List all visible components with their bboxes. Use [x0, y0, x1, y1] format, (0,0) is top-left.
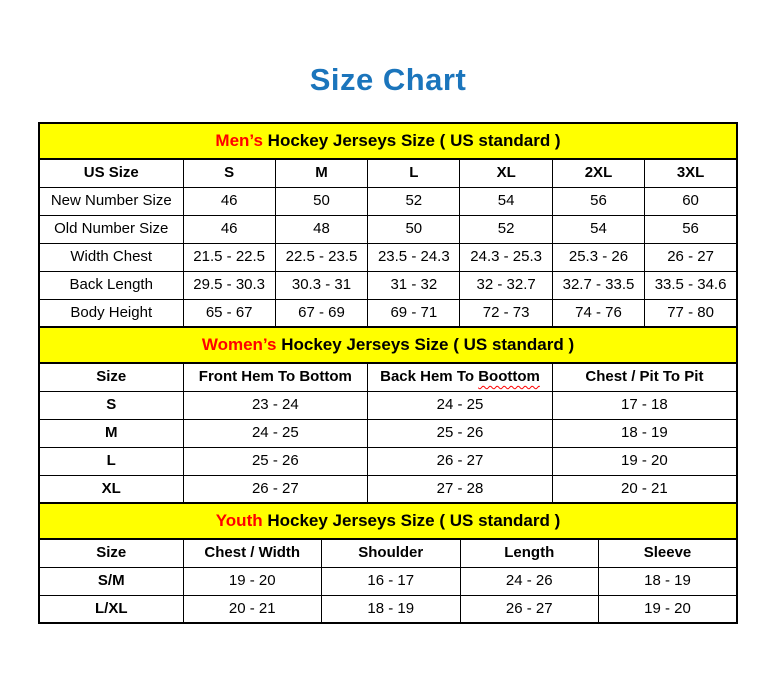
section-title-text: Hockey Jerseys Size ( US standard ): [262, 511, 561, 530]
table-row: [39, 567, 737, 595]
column-header-text: Back Hem To: [380, 368, 479, 385]
size-value-cell: 25.3 - 26: [552, 243, 644, 271]
row-label: Body Height: [39, 299, 183, 327]
size-value-cell: 21.5 - 22.5: [183, 243, 275, 271]
column-header: Length: [460, 539, 599, 567]
size-value-cell: 24 - 25: [368, 391, 553, 419]
table-body: [39, 187, 737, 327]
table-header: [39, 363, 737, 391]
womens-size-table: [38, 362, 738, 504]
size-chart-tables: [38, 122, 738, 624]
size-value-cell: 69 - 71: [368, 299, 460, 327]
section-title-text: Hockey Jerseys Size ( US standard ): [262, 131, 561, 150]
size-value-cell: 18 - 19: [322, 595, 461, 623]
size-value-cell: 19 - 20: [183, 567, 322, 595]
size-value-cell: 77 - 80: [645, 299, 737, 327]
size-value-cell: 60: [645, 187, 737, 215]
size-value-cell: 24 - 26: [460, 567, 599, 595]
column-header: Chest / Width: [183, 539, 322, 567]
size-value-cell: 25 - 26: [183, 447, 368, 475]
table-row: [39, 299, 737, 327]
size-value-cell: 46: [183, 187, 275, 215]
section-highlight-text: Men’s: [215, 131, 263, 150]
size-value-cell: 23.5 - 24.3: [368, 243, 460, 271]
size-value-cell: 56: [552, 187, 644, 215]
column-header: 2XL: [552, 159, 644, 187]
size-value-cell: 54: [552, 215, 644, 243]
row-label: S/M: [39, 567, 183, 595]
table-row: [39, 391, 737, 419]
size-value-cell: 33.5 - 34.6: [645, 271, 737, 299]
row-label: XL: [39, 475, 183, 503]
table-row: [39, 475, 737, 503]
size-value-cell: 65 - 67: [183, 299, 275, 327]
size-value-cell: 26 - 27: [645, 243, 737, 271]
size-value-cell: 74 - 76: [552, 299, 644, 327]
size-value-cell: 19 - 20: [599, 595, 738, 623]
size-value-cell: 52: [460, 215, 552, 243]
row-label: L: [39, 447, 183, 475]
size-value-cell: 20 - 21: [552, 475, 737, 503]
size-value-cell: 48: [275, 215, 367, 243]
column-header: XL: [460, 159, 552, 187]
column-header: Size: [39, 363, 183, 391]
row-label: Old Number Size: [39, 215, 183, 243]
size-value-cell: 54: [460, 187, 552, 215]
column-header: L: [368, 159, 460, 187]
size-value-cell: 20 - 21: [183, 595, 322, 623]
row-label: L/XL: [39, 595, 183, 623]
column-header: 3XL: [645, 159, 737, 187]
size-value-cell: 26 - 27: [460, 595, 599, 623]
table-row: [39, 271, 737, 299]
column-header: M: [275, 159, 367, 187]
size-value-cell: 72 - 73: [460, 299, 552, 327]
size-value-cell: 23 - 24: [183, 391, 368, 419]
column-header: Shoulder: [322, 539, 461, 567]
size-value-cell: 50: [275, 187, 367, 215]
size-value-cell: 16 - 17: [322, 567, 461, 595]
size-value-cell: 46: [183, 215, 275, 243]
size-value-cell: 67 - 69: [275, 299, 367, 327]
section-title-text: Hockey Jerseys Size ( US standard ): [276, 335, 575, 354]
mens-size-table: [38, 158, 738, 328]
table-row: [39, 215, 737, 243]
column-header: S: [183, 159, 275, 187]
row-label: New Number Size: [39, 187, 183, 215]
column-header: Size: [39, 539, 183, 567]
section-highlight-text: Youth: [215, 511, 263, 530]
mens-section-header: [38, 122, 738, 160]
row-label: S: [39, 391, 183, 419]
size-value-cell: 32.7 - 33.5: [552, 271, 644, 299]
youth-section-header: [38, 502, 738, 540]
header-row: [39, 539, 737, 567]
size-value-cell: 25 - 26: [368, 419, 553, 447]
header-row: [39, 159, 737, 187]
size-value-cell: 56: [645, 215, 737, 243]
youth-size-table: [38, 538, 738, 624]
row-label: Width Chest: [39, 243, 183, 271]
column-header: Chest / Pit To Pit: [552, 363, 737, 391]
size-value-cell: 32 - 32.7: [460, 271, 552, 299]
size-value-cell: 24 - 25: [183, 419, 368, 447]
table-row: [39, 243, 737, 271]
table-row: [39, 419, 737, 447]
size-value-cell: 26 - 27: [183, 475, 368, 503]
section-highlight-text: Women’s: [201, 335, 277, 354]
size-value-cell: 18 - 19: [599, 567, 738, 595]
size-value-cell: 30.3 - 31: [275, 271, 367, 299]
table-body: [39, 567, 737, 623]
table-header: [39, 159, 737, 187]
table-header: [39, 539, 737, 567]
table-row: [39, 447, 737, 475]
size-value-cell: 19 - 20: [552, 447, 737, 475]
column-header: [368, 363, 553, 391]
column-header: US Size: [39, 159, 183, 187]
womens-section-header: [38, 326, 738, 364]
misspelled-word-spellcheck-underline: Boottom: [478, 368, 540, 385]
size-value-cell: 17 - 18: [552, 391, 737, 419]
size-value-cell: 24.3 - 25.3: [460, 243, 552, 271]
column-header: Front Hem To Bottom: [183, 363, 368, 391]
table-row: [39, 187, 737, 215]
size-value-cell: 27 - 28: [368, 475, 553, 503]
row-label: M: [39, 419, 183, 447]
size-value-cell: 18 - 19: [552, 419, 737, 447]
table-row: [39, 595, 737, 623]
size-value-cell: 52: [368, 187, 460, 215]
size-value-cell: 29.5 - 30.3: [183, 271, 275, 299]
table-body: [39, 391, 737, 503]
row-label: Back Length: [39, 271, 183, 299]
size-value-cell: 26 - 27: [368, 447, 553, 475]
page-title: Size Chart: [309, 62, 467, 97]
header-row: [39, 363, 737, 391]
size-value-cell: 22.5 - 23.5: [275, 243, 367, 271]
size-value-cell: 50: [368, 215, 460, 243]
column-header: Sleeve: [599, 539, 738, 567]
size-value-cell: 31 - 32: [368, 271, 460, 299]
